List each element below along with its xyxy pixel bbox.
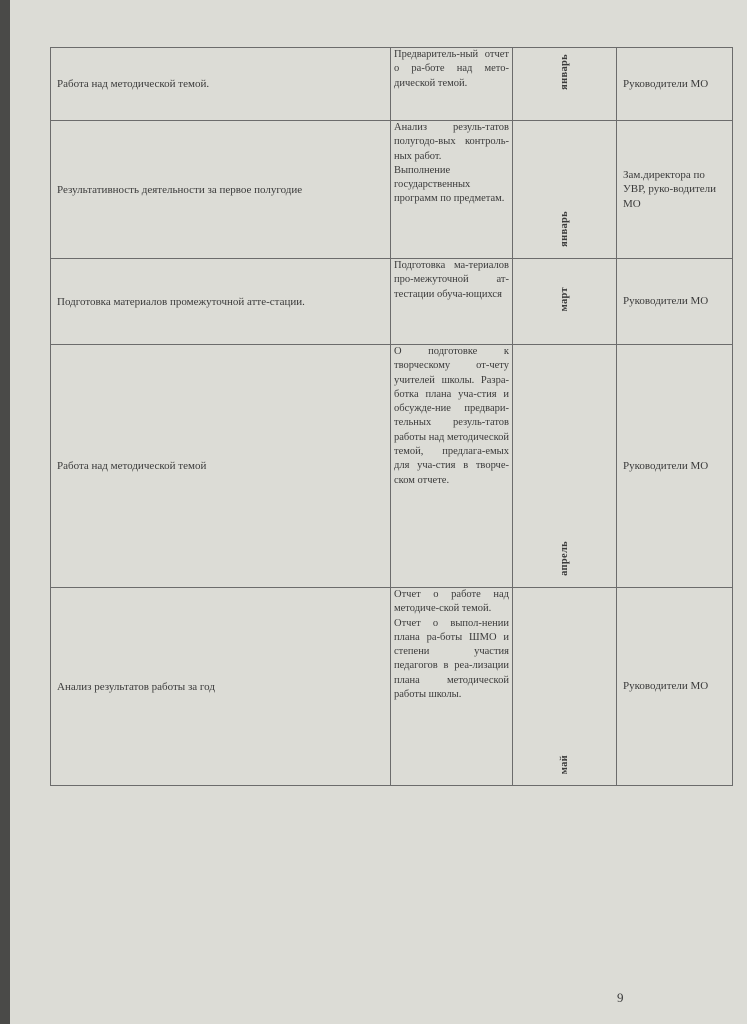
responsible-cell: Руководители МО [617,345,733,588]
topic-cell: Результативность деятельности за первое полугодие [51,121,391,259]
content-paragraph: Подготовка ма-териалов про-межуточной ат-тестации обуча-ющихся [394,260,509,300]
content-paragraph: Отчет о выпол-нении плана ра-боты ШМО и степени участия педагогов в реа-лизации плана методической работы школы. [394,617,509,701]
table-row [51,588,733,786]
page-number: 9 [617,990,624,1005]
content-cell [391,588,513,786]
month-label: январь [559,211,570,247]
month-label: апрель [559,541,570,576]
month-label: май [559,754,570,774]
month-cell [513,121,617,259]
table-row [51,345,733,588]
content-cell [391,121,513,259]
content-cell [391,259,513,345]
month-label: январь [559,54,570,90]
topic-cell: Работа над методической темой [51,345,391,588]
responsible-cell: Руководители МО [617,588,733,786]
content-paragraph: Отчет о работе над методиче-ской темой. [394,589,509,615]
topic-cell: Подготовка материалов промежуточной атте-стации. [51,259,391,345]
month-label: март [559,286,570,312]
content-cell [391,345,513,588]
content-paragraph: Выполнение государственных программ по предметам. [394,164,505,205]
responsible-cell: Зам.директора по УВР, руко-водители МО [617,121,733,259]
responsible-cell: Руководители МО [617,48,733,121]
responsible-cell: Руководители МО [617,259,733,345]
content-paragraph: Предваритель-ный отчет о ра-боте над мето-дической темой. [394,49,509,89]
month-cell [513,259,617,345]
content-paragraph: Анализ резуль-татов полугодо-вых контроль-ных работ. [394,122,509,162]
topic-cell: Анализ результатов работы за год [51,588,391,786]
month-cell [513,48,617,121]
table-row [51,259,733,345]
content-cell [391,48,513,121]
topic-cell: Работа над методической темой. [51,48,391,121]
content-paragraph: О подготовке к творческому от-чету учителей школы. Разра-ботка плана уча-стия и обсужде-ние предвари-тельных резуль-татов работы над методической темой, предлага-емых для уча-стия в творче-ском отчете. [394,346,509,486]
month-cell [513,345,617,588]
table-row [51,121,733,259]
document-page [10,0,747,1024]
month-cell [513,588,617,786]
methodical-plan-table [50,47,733,786]
table-row [51,48,733,121]
